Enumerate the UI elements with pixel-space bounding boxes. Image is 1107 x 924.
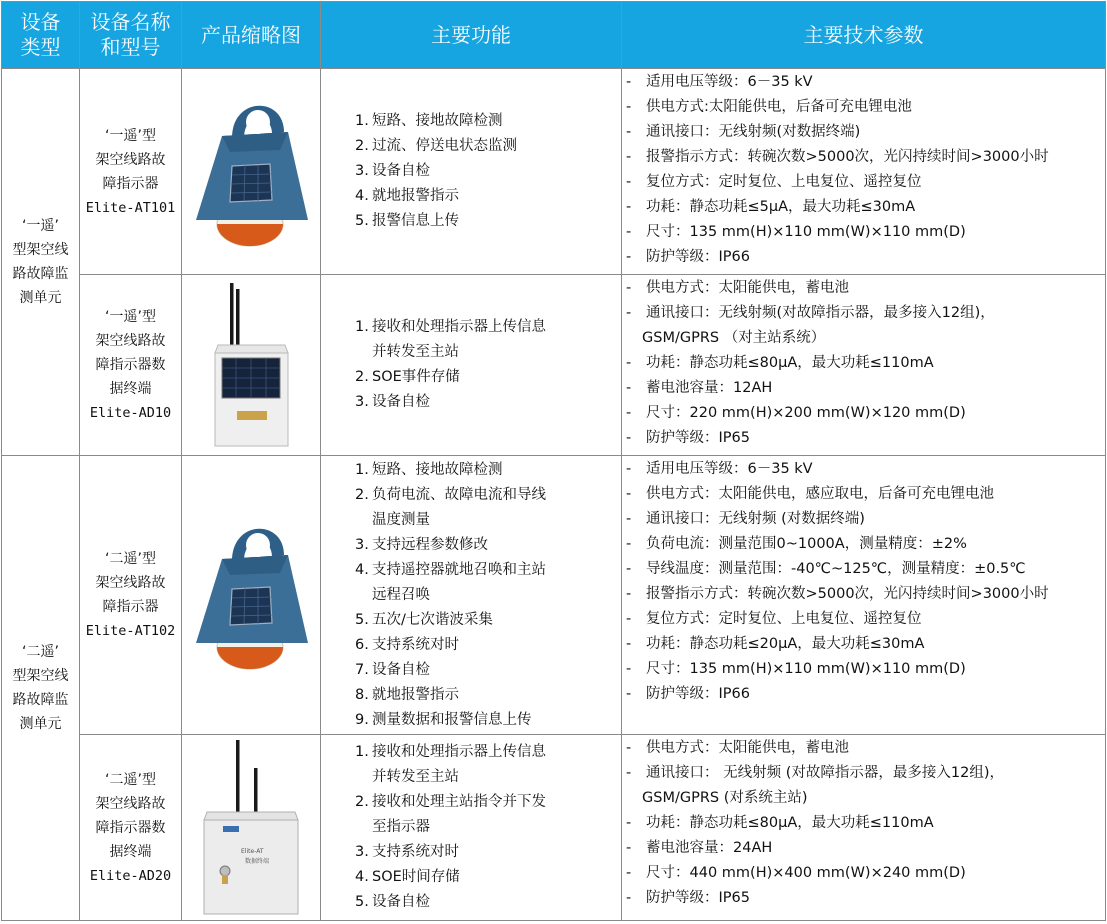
device-name: ‘二遥’型 架空线路故 障指示器 <box>95 551 166 616</box>
param-bullet: - <box>626 355 632 372</box>
function-item <box>355 159 621 184</box>
param-text: 防护等级：IP66 <box>646 686 750 703</box>
param-bullet: - <box>626 305 632 322</box>
function-number: 1. <box>355 744 369 760</box>
thumbnail-cell <box>182 275 321 456</box>
param-text: 供电方式：太阳能供电，感应取电，后备可充电锂电池 <box>646 486 994 503</box>
param-text: 防护等级：IP65 <box>646 430 750 447</box>
param-item <box>626 245 1105 270</box>
header-device-type-line1: 设备 <box>20 10 61 34</box>
function-item <box>355 458 621 483</box>
param-text: 尺寸：220 mm(H)×200 mm(W)×120 mm(D) <box>646 405 966 422</box>
function-text: 测量数据和报警信息上传 <box>372 711 532 728</box>
functions-list <box>355 740 621 915</box>
function-number: 3. <box>355 536 369 553</box>
param-text: 通讯接口： 无线射频 (对故障指示器，最多接入12组)， <box>646 765 1004 782</box>
param-text-cont: GSM/GPRS （对主站系统） <box>642 330 826 347</box>
param-bullet: - <box>626 430 632 447</box>
function-text: SOE时间存储 <box>372 869 460 885</box>
function-item <box>355 390 621 415</box>
function-number: 3. <box>355 163 369 180</box>
param-bullet: - <box>626 380 632 397</box>
table-row <box>2 456 1106 735</box>
param-item <box>626 736 1105 761</box>
device-model: Elite-AT102 <box>85 623 176 640</box>
param-bullet: - <box>626 249 632 265</box>
function-item <box>355 865 621 890</box>
function-text: 报警信息上传 <box>372 213 459 230</box>
param-bullet: - <box>626 486 632 503</box>
function-text: 支持远程参数修改 <box>372 536 488 553</box>
function-item <box>355 840 621 865</box>
param-text: 适用电压等级：6－35 kV <box>646 461 813 478</box>
device-name-cell <box>80 69 182 275</box>
param-text: 防护等级：IP65 <box>646 890 750 907</box>
param-text: 蓄电池容量：24AH <box>646 840 773 857</box>
params-list <box>626 457 1105 707</box>
function-item <box>355 608 621 633</box>
function-number: 8. <box>355 686 369 703</box>
param-bullet: - <box>626 865 632 882</box>
param-bullet: - <box>626 890 632 907</box>
function-number: 4. <box>355 869 369 885</box>
function-item <box>355 740 621 790</box>
params-cell <box>622 275 1106 456</box>
param-bullet: - <box>626 124 632 140</box>
functions-cell <box>321 456 622 735</box>
params-list <box>626 70 1105 270</box>
param-bullet: - <box>626 199 632 215</box>
function-text: 就地报警指示 <box>372 188 459 205</box>
param-item <box>626 401 1105 426</box>
device-model: Elite-AD20 <box>89 867 172 884</box>
terminal-label: Elite-AT <box>241 847 264 855</box>
table-row <box>2 275 1106 456</box>
function-item <box>355 315 621 365</box>
device-model: Elite-AD10 <box>89 405 172 422</box>
param-text: 功耗：静态功耗≤80μA，最大功耗≤110mA <box>646 355 934 372</box>
param-text: 导线温度：测量范围：-40℃~125℃，测量精度：±0.5℃ <box>646 561 1026 578</box>
thumbnail-cell <box>182 735 321 921</box>
param-bullet: - <box>626 840 632 857</box>
param-text: 功耗：静态功耗≤20μA，最大功耗≤30mA <box>646 636 925 653</box>
fault-indicator-image <box>192 515 310 675</box>
function-number: 6. <box>355 636 369 653</box>
param-item <box>626 95 1105 120</box>
function-text: 过流、停送电状态监测 <box>372 138 517 155</box>
param-bullet: - <box>626 636 632 653</box>
param-item <box>626 532 1105 557</box>
header-functions: 主要功能 <box>321 2 622 69</box>
header-row <box>2 2 1106 69</box>
param-text: 功耗：静态功耗≤5μA，最大功耗≤30mA <box>646 199 916 215</box>
device-name-cell <box>80 735 182 921</box>
function-text: 接收和处理指示器上传信息 <box>372 744 546 760</box>
function-number: 3. <box>355 394 369 411</box>
param-bullet: - <box>626 511 632 528</box>
function-number: 1. <box>355 461 369 478</box>
param-item <box>626 376 1105 401</box>
param-item <box>626 120 1105 145</box>
params-list <box>626 736 1105 911</box>
param-text: 功耗：静态功耗≤80μA，最大功耗≤110mA <box>646 815 934 832</box>
thumbnail-cell <box>182 456 321 735</box>
function-number: 9. <box>355 711 369 728</box>
function-text: 设备自检 <box>372 894 430 910</box>
param-item <box>626 195 1105 220</box>
function-text: 设备自检 <box>372 661 430 678</box>
param-item <box>626 582 1105 607</box>
param-item <box>626 632 1105 657</box>
function-text: 短路、接地故障检测 <box>372 461 503 478</box>
function-number: 2. <box>355 486 369 503</box>
function-text: 支持遥控器就地召唤和主站 <box>372 561 546 578</box>
functions-cell <box>321 275 622 456</box>
table-row <box>2 735 1106 921</box>
param-item <box>626 811 1105 836</box>
function-text-cont: 并转发至主站 <box>372 344 459 361</box>
function-text: 设备自检 <box>372 163 430 180</box>
function-text-cont: 并转发至主站 <box>372 769 459 785</box>
function-text: 接收和处理指示器上传信息 <box>372 319 546 336</box>
function-text: 短路、接地故障检测 <box>372 113 503 130</box>
function-item <box>355 483 621 533</box>
param-bullet: - <box>626 586 632 603</box>
function-text: 五次/七次谐波采集 <box>372 611 493 628</box>
param-text: 供电方式：太阳能供电，蓄电池 <box>646 280 849 297</box>
function-text: 设备自检 <box>372 394 430 411</box>
param-item <box>626 507 1105 532</box>
function-item <box>355 209 621 234</box>
param-bullet: - <box>626 174 632 190</box>
function-number: 7. <box>355 661 369 678</box>
function-number: 4. <box>355 188 369 205</box>
function-text-cont: 远程召唤 <box>372 586 430 603</box>
param-item <box>626 170 1105 195</box>
function-item <box>355 109 621 134</box>
param-bullet: - <box>626 765 632 782</box>
header-device-type <box>2 2 80 69</box>
function-number: 3. <box>355 844 369 860</box>
function-number: 4. <box>355 561 369 578</box>
param-item <box>626 861 1105 886</box>
header-device-name <box>80 2 182 69</box>
param-text: 防护等级：IP66 <box>646 249 750 265</box>
param-text: 通讯接口：无线射频 (对数据终端) <box>646 511 865 528</box>
device-name: ‘一遥’型 架空线路故 障指示器数 据终端 <box>95 309 166 398</box>
param-text: 报警指示方式：转碗次数>5000次，光闪持续时间>3000小时 <box>646 586 1049 603</box>
param-text: 供电方式：太阳能供电，蓄电池 <box>646 740 849 757</box>
function-number: 5. <box>355 894 369 910</box>
function-text: 负荷电流、故障电流和导线 <box>372 486 546 503</box>
param-item <box>626 761 1105 811</box>
function-text-cont: 至指示器 <box>372 819 430 835</box>
param-text: 尺寸：135 mm(H)×110 mm(W)×110 mm(D) <box>646 661 966 678</box>
function-item <box>355 365 621 390</box>
param-text: 负荷电流：测量范围0~1000A，测量精度：±2% <box>646 536 967 553</box>
function-text: 支持系统对时 <box>372 636 459 653</box>
function-item <box>355 558 621 608</box>
terminal-sublabel: 数据终端 <box>245 857 270 865</box>
function-number: 5. <box>355 213 369 230</box>
functions-cell <box>321 69 622 275</box>
function-item <box>355 708 621 733</box>
function-number: 2. <box>355 369 369 386</box>
function-number: 1. <box>355 113 369 130</box>
param-item <box>626 145 1105 170</box>
device-name: ‘一遥’型 架空线路故 障指示器 <box>95 127 166 192</box>
param-bullet: - <box>626 405 632 422</box>
table-body <box>2 69 1106 921</box>
device-name: ‘二遥’型 架空线路故 障指示器数 据终端 <box>95 771 166 860</box>
param-item <box>626 276 1105 301</box>
function-text: 就地报警指示 <box>372 686 459 703</box>
device-type-label: ‘二遥’ 型架空线 路故障监 测单元 <box>12 644 69 733</box>
param-bullet: - <box>626 815 632 832</box>
param-bullet: - <box>626 280 632 297</box>
param-bullet: - <box>626 74 632 90</box>
param-item <box>626 457 1105 482</box>
device-name-cell <box>80 275 182 456</box>
params-list <box>626 276 1105 451</box>
table-row <box>2 69 1106 275</box>
param-bullet: - <box>626 740 632 757</box>
param-text: 通讯接口：无线射频(对数据终端) <box>646 124 861 140</box>
param-bullet: - <box>626 611 632 628</box>
header-device-type-line2: 类型 <box>20 35 61 59</box>
param-item <box>626 557 1105 582</box>
header-device-name-line2: 和型号 <box>100 35 161 59</box>
params-cell <box>622 456 1106 735</box>
device-model: Elite-AT101 <box>85 199 176 216</box>
params-cell <box>622 735 1106 921</box>
param-bullet: - <box>626 536 632 553</box>
function-number: 2. <box>355 138 369 155</box>
header-params: 主要技术参数 <box>622 2 1106 69</box>
param-item <box>626 886 1105 911</box>
functions-list <box>355 458 621 733</box>
param-item <box>626 607 1105 632</box>
function-item <box>355 683 621 708</box>
data-terminal-large-image <box>201 740 301 916</box>
param-text: 复位方式：定时复位、上电复位、遥控复位 <box>646 611 922 628</box>
function-item <box>355 790 621 840</box>
header-thumbnail: 产品缩略图 <box>182 2 321 69</box>
param-bullet: - <box>626 461 632 478</box>
param-text: 尺寸：135 mm(H)×110 mm(W)×110 mm(D) <box>646 224 966 240</box>
device-type-label: ‘一遥’ 型架空线 路故障监 测单元 <box>12 218 69 307</box>
functions-list <box>355 315 621 415</box>
thumbnail-cell <box>182 69 321 275</box>
product-spec-table <box>1 1 1106 921</box>
function-number: 1. <box>355 319 369 336</box>
function-text: 接收和处理主站指令并下发 <box>372 794 546 810</box>
param-bullet: - <box>626 224 632 240</box>
param-text-cont: GSM/GPRS (对系统主站) <box>642 790 808 807</box>
device-type-cell <box>2 69 80 456</box>
params-cell <box>622 69 1106 275</box>
function-item <box>355 658 621 683</box>
function-item <box>355 633 621 658</box>
function-text: 支持系统对时 <box>372 844 459 860</box>
param-item <box>626 682 1105 707</box>
function-text: SOE事件存储 <box>372 369 460 386</box>
param-bullet: - <box>626 686 632 703</box>
param-text: 供电方式:太阳能供电，后备可充电锂电池 <box>646 99 912 115</box>
function-text-cont: 温度测量 <box>372 511 430 528</box>
param-text: 报警指示方式：转碗次数>5000次，光闪持续时间>3000小时 <box>646 149 1049 165</box>
device-name-cell <box>80 456 182 735</box>
param-bullet: - <box>626 661 632 678</box>
function-number: 5. <box>355 611 369 628</box>
function-number: 2. <box>355 794 369 810</box>
lock-icon <box>220 866 230 876</box>
header-device-name-line1: 设备名称 <box>90 10 171 34</box>
function-item <box>355 890 621 915</box>
data-terminal-small-image <box>211 283 291 448</box>
param-item <box>626 836 1105 861</box>
param-text: 尺寸：440 mm(H)×400 mm(W)×240 mm(D) <box>646 865 966 882</box>
device-type-cell <box>2 456 80 921</box>
functions-list <box>355 109 621 234</box>
fault-indicator-image <box>192 92 310 252</box>
param-item <box>626 301 1105 351</box>
function-item <box>355 533 621 558</box>
param-bullet: - <box>626 149 632 165</box>
param-item <box>626 426 1105 451</box>
functions-cell <box>321 735 622 921</box>
param-text: 蓄电池容量：12AH <box>646 380 773 397</box>
param-bullet: - <box>626 99 632 115</box>
function-item <box>355 134 621 159</box>
param-item <box>626 657 1105 682</box>
param-text: 复位方式：定时复位、上电复位、遥控复位 <box>646 174 922 190</box>
function-item <box>355 184 621 209</box>
param-text: 适用电压等级：6－35 kV <box>646 74 813 90</box>
param-item <box>626 351 1105 376</box>
param-text: 通讯接口：无线射频(对故障指示器，最多接入12组)， <box>646 305 995 322</box>
param-item <box>626 220 1105 245</box>
param-item <box>626 70 1105 95</box>
param-bullet: - <box>626 561 632 578</box>
param-item <box>626 482 1105 507</box>
